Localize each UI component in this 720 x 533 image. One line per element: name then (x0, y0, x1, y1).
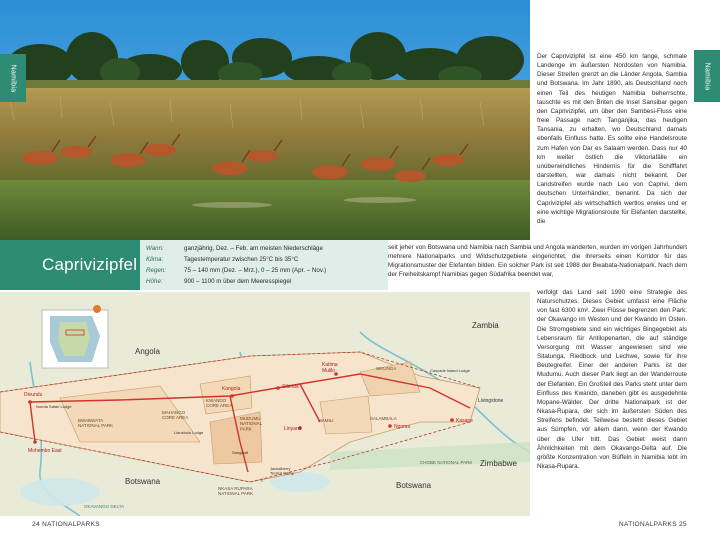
body-text-lower-column (537, 288, 687, 471)
climate-key: Regen: (146, 267, 166, 274)
body-text-wide-column (388, 243, 687, 280)
map-label-bwabwata: BWABWATA NATIONAL PARK (78, 418, 114, 429)
map-place-sangwali: Sangwali (232, 450, 249, 455)
map-label-botswana-west: Botswana (125, 477, 161, 486)
map-label-salambala: SALAMBALA (370, 416, 397, 421)
map-label-zambia: Zambia (472, 321, 499, 330)
climate-info-box (140, 240, 388, 290)
map-place-livingstone: Livingstone (478, 398, 504, 404)
map-label-mahango: MAHANGO CORE AREA (162, 410, 189, 421)
map-place-sibinda: Sibinda (282, 384, 299, 390)
inset-locator-map (42, 310, 108, 368)
map-label-angola: Angola (135, 347, 160, 356)
map-label-mamili: MAMILI (318, 418, 334, 423)
climate-key: Wann: (146, 245, 164, 252)
map-illustration (0, 292, 530, 516)
side-tab-namibia-right (694, 50, 720, 102)
map-label-nkasa-rupara: NKASA RUPARA NATIONAL PARK (218, 486, 254, 497)
section-title-box (0, 240, 140, 290)
side-tab-namibia-left (0, 54, 26, 102)
paragraph: seit jeher von Botswana und Namibia nach Sambia und Angola wanderten, wurden im vorigen Jahrhundert mehrere Nationalparks und Wildschutzgebiete eingerichtet, die ihrerseits einen Korridor für das Migrationsmuster der Elefanten bilden. Ein solcher Park ist seit 1988 der Bwabata-Nationalpark. Nach dem der Freiheitskampf Namibias gegen Südafrika beendet war, (388, 244, 687, 279)
side-tab-label: Namibia (9, 64, 17, 92)
map-place-linyanti: Linyanti (284, 426, 302, 432)
map-label-botswana-east: Botswana (396, 481, 432, 490)
climate-value: Tagestemperatur zwischen 25°C bis 35°C (184, 256, 299, 263)
map-place-mohembo: Mohembo East (28, 448, 62, 454)
map-label-mudumu: MUDUMU NATIONAL PARK (240, 416, 263, 432)
map-place-jackalberry: Jackalberry Tented Camp (270, 466, 294, 476)
map-label-kwando: KWANDO CORE AREA (206, 398, 233, 409)
map-label-zimbabwe: Zimbabwe (480, 459, 517, 468)
side-tab-label: Namibia (703, 62, 711, 90)
map-place-kongola: Kongola (222, 386, 241, 392)
lechwe-photo-illustration (0, 0, 530, 240)
map-place-katima-mulilo: Katima Mulilo (322, 362, 338, 374)
map-label-chobe: CHOBE NATIONAL PARK (420, 460, 473, 465)
map-place-nunda: Nunda Safari Lodge (36, 404, 72, 409)
map-label-sikunga: SIKUNGA (376, 366, 397, 371)
map-place-ngoma: Ngoma (394, 424, 411, 430)
climate-value: ganzjährig, Dez. – Feb. am meisten Niederschläge (184, 245, 323, 252)
section-title: Caprivizipfel (42, 255, 138, 274)
map-place-divundu: Divundu (24, 392, 43, 398)
hero-photo-lechwe-antelopes (0, 0, 530, 240)
climate-row (146, 243, 382, 254)
page-footer-right: NATIONALPARKS 25 (619, 521, 687, 528)
climate-row (146, 276, 382, 287)
climate-key: Höhe: (146, 278, 163, 285)
climate-value: 75 – 140 mm (Dez. – Mrz.), 0 – 25 mm (Apr. – Nov.) (184, 267, 327, 274)
climate-row (146, 265, 382, 276)
climate-key: Klima: (146, 256, 164, 263)
page-footer-left: 24 NATIONALPARKS (32, 521, 100, 528)
map-place-cascades: Cascade Island Lodge (430, 368, 470, 373)
climate-row (146, 254, 382, 265)
paragraph: verfolgt das Land seit 1990 eine Strategie des Naturschutzes. Dieses Gebiet umfasst eine Fläche von fast 6300 km². Zwei Flüsse begrenzen den Park: der Okavango im Westen und der Kwando im Osten. Die Stromgebiete sind ein wichtiges Bingegebiet als Lebensraum für Antilopenarten, die auf ständige Versorgung mit Wasser angewiesen sind wie Sitatunga, Riedbock und Lechwe, sowie für ihre Beutegreifer. Einer der anderen Parks ist der Mudumu. Auch dieser Park liegt an der Wanderroute der Elefanten. Ein Großteil des Parks steht unter dem Einfluss des Kwando, daneben gibt es ausgedehnte Mopane-Wälder. Der dritte Nationalpark ist der Nkasa-Rupara, der sich im äußersten Süden des Streifens befindet. Teilweise besteht dieses Gebiet aus Sümpfen, vor allem dann, wenn der Kwando über die Ufer tritt. Das Gebiet weist dann Ähnlichkeiten mit dem Okavango-Delta auf. Die größte Konzentration von Büffeln in Namibia lebt im Nkasa-Rupara. (537, 289, 687, 470)
map-place-kasane: Kasane (456, 418, 473, 424)
map-label-okavango: OKAVANGO DELTA (84, 504, 125, 509)
paragraph: Der Caprivizipfel ist eine 450 km lange, schmale Landenge im äußersten Nordosten von Namibia. Dieser Streifen grenzt an die Länder Angola, Sambia und Botswana. Im Jahr 1890, als Deutschland noch einen Teil des heutigen Namibia beherrschte, tauschte es mit den Briten die Insel Sansibar gegen den Caprivizipfel, um über den Sambesi-Fluss eine freie Passage nach Tanganjika, das heutigen Tansania, zu erhalten, wo Deutschland damals ebenfalls Einfluss hatte. Es sollte eine Handelsroute zum Hafen von Dar es Salaam werden. Dass nur 40 km weiter östlich die Viktoriafälle ein unüberwindliches Hindernis für die Schifffahrt darstellten, war damals nicht bekannt. Der Landstreifen wurde nach Leo von Caprivi, dem deutschen Unterhändler, benannt. Da sich der Caprivizipfel als wirtschaftlich wertlos erwies und er eine wichtige Migrationsroute für Elefanten darstellte, die (537, 53, 687, 225)
caprivi-strip-map (0, 292, 530, 516)
body-text-right-column (537, 52, 687, 226)
climate-value: 900 – 1100 m über dem Meeresspiegel (184, 278, 292, 285)
map-place-lianshulu: Lianshulu Lodge (174, 430, 204, 435)
